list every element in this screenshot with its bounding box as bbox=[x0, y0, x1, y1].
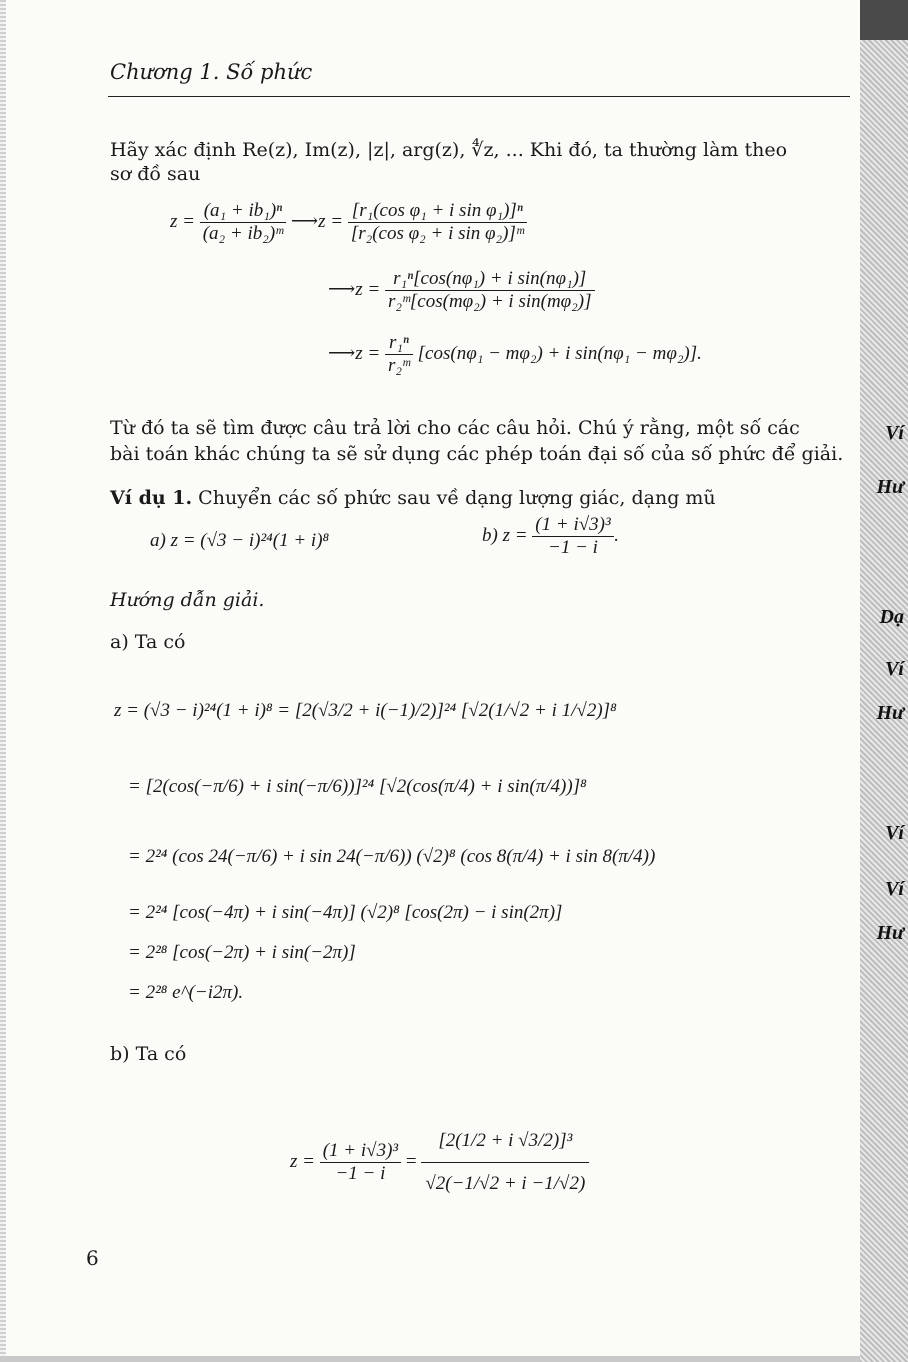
solution-title: Hướng dẫn giải. bbox=[110, 589, 265, 611]
numerator: [2(1/2 + i √3/2)]³ bbox=[421, 1120, 589, 1163]
numerator: (1 + i√3)³ bbox=[532, 514, 613, 537]
edge-letter: Hư bbox=[876, 476, 904, 498]
derivation-b bbox=[290, 1120, 589, 1205]
header-rule bbox=[108, 96, 850, 97]
solution-a-label: a) Ta có bbox=[110, 631, 186, 653]
running-header: Chương 1. Số phức bbox=[110, 60, 313, 84]
scheme-row-1 bbox=[170, 200, 527, 245]
scheme-fraction-1 bbox=[200, 200, 286, 245]
part-b-period: . bbox=[613, 524, 619, 546]
example-part-a bbox=[150, 530, 329, 552]
derivation-a-line-1: z = (√3 − i)²⁴(1 + i)⁸ = [2(√3/2 + i(−1)/2)]²⁴ [√2(1/√2 + i 1/√2)]⁸ bbox=[114, 700, 617, 721]
denominator: [r₂(cos φ₂ + i sin φ₂)]ᵐ bbox=[350, 223, 524, 244]
scheme-row-2 bbox=[328, 268, 595, 313]
part-a-expression: a) z = (√3 − i)²⁴(1 + i)⁸ bbox=[150, 530, 330, 551]
derivation-a-line-6: = 2²⁸ e^(−i2π). bbox=[128, 982, 244, 1003]
example-heading bbox=[110, 484, 850, 513]
edge-letter: Ví bbox=[885, 878, 904, 900]
example-text: Chuyển các số phức sau về dạng lượng giác, dạng mũ bbox=[192, 487, 716, 509]
scheme-fraction-3 bbox=[385, 268, 595, 313]
after-line-1: Từ đó ta sẽ tìm được câu trả lời cho các câu hỏi. Chú ý rằng, một số các bbox=[110, 417, 800, 439]
denominator: −1 − i bbox=[548, 537, 598, 558]
scheme-tail: [cos(nφ₁ − mφ₂) + i sin(nφ₁ − mφ₂)]. bbox=[417, 342, 702, 364]
derivation-b-fraction-2 bbox=[421, 1120, 589, 1205]
derivation-b-fraction-1 bbox=[320, 1140, 401, 1185]
intro-line-2: sơ đồ sau bbox=[110, 163, 201, 185]
scheme-fraction-4 bbox=[385, 332, 413, 377]
arrow: ⟶z = bbox=[290, 210, 344, 232]
solution-b-label: b) Ta có bbox=[110, 1043, 187, 1065]
denominator: −1 − i bbox=[335, 1163, 386, 1184]
derivation-a-line-5: = 2²⁸ [cos(−2π) + i sin(−2π)] bbox=[128, 942, 356, 963]
numerator: (a₁ + ib₁)ⁿ bbox=[200, 200, 286, 223]
numerator: (1 + i√3)³ bbox=[320, 1140, 401, 1163]
edge-letter: Ví bbox=[885, 822, 904, 844]
edge-letter: Ví bbox=[885, 658, 904, 680]
scheme-lhs: z = bbox=[170, 210, 195, 232]
example-label: Ví dụ 1. bbox=[110, 487, 193, 509]
scan-shadow bbox=[860, 0, 908, 40]
denominator: (a₂ + ib₂)ᵐ bbox=[202, 223, 284, 244]
edge-letter: Hư bbox=[876, 702, 904, 724]
numerator: r₁ⁿ[cos(nφ₁) + i sin(nφ₁)] bbox=[385, 268, 595, 291]
part-b-fraction bbox=[532, 514, 613, 559]
edge-letter: Ví bbox=[885, 422, 904, 444]
page-number: 6 bbox=[86, 1246, 99, 1270]
derivation-b-lhs: z = bbox=[290, 1150, 315, 1172]
arrow: ⟶z = bbox=[328, 342, 381, 364]
adjacent-page-edge bbox=[860, 0, 908, 1362]
edge-letter: Hư bbox=[876, 922, 904, 944]
denominator: r₂ᵐ bbox=[387, 355, 410, 376]
derivation-a-line-4: = 2²⁴ [cos(−4π) + i sin(−4π)] (√2)⁸ [cos(2π) − i sin(2π)] bbox=[128, 902, 563, 923]
numerator: r₁ⁿ bbox=[385, 332, 413, 355]
derivation-a-line-2: = [2(cos(−π/6) + i sin(−π/6))]²⁴ [√2(cos(π/4) + i sin(π/4))]⁸ bbox=[128, 776, 587, 797]
intro-line-1: Hãy xác định Re(z), Im(z), |z|, arg(z), ∜z, ... Khi đó, ta thường làm theo bbox=[110, 139, 788, 161]
scheme-fraction-2 bbox=[348, 200, 527, 245]
derivation-a-line-3: = 2²⁴ (cos 24(−π/6) + i sin 24(−π/6)) (√2)⁸ (cos 8(π/4) + i sin 8(π/4)) bbox=[128, 846, 656, 867]
part-b-lhs: b) z = bbox=[482, 524, 528, 546]
example-part-b bbox=[482, 514, 618, 559]
after-line-2: bài toán khác chúng ta sẽ sử dụng các phép toán đại số của số phức để giải. bbox=[110, 443, 844, 465]
scheme-row-3 bbox=[328, 332, 702, 377]
arrow: ⟶z = bbox=[328, 278, 381, 300]
equals: = bbox=[405, 1150, 417, 1172]
denominator: r₂ᵐ[cos(mφ₂) + i sin(mφ₂)] bbox=[387, 291, 592, 312]
denominator: √2(−1/√2 + i −1/√2) bbox=[425, 1173, 586, 1194]
edge-letter: Dạ bbox=[879, 606, 904, 628]
numerator: [r₁(cos φ₁ + i sin φ₁)]ⁿ bbox=[348, 200, 527, 223]
